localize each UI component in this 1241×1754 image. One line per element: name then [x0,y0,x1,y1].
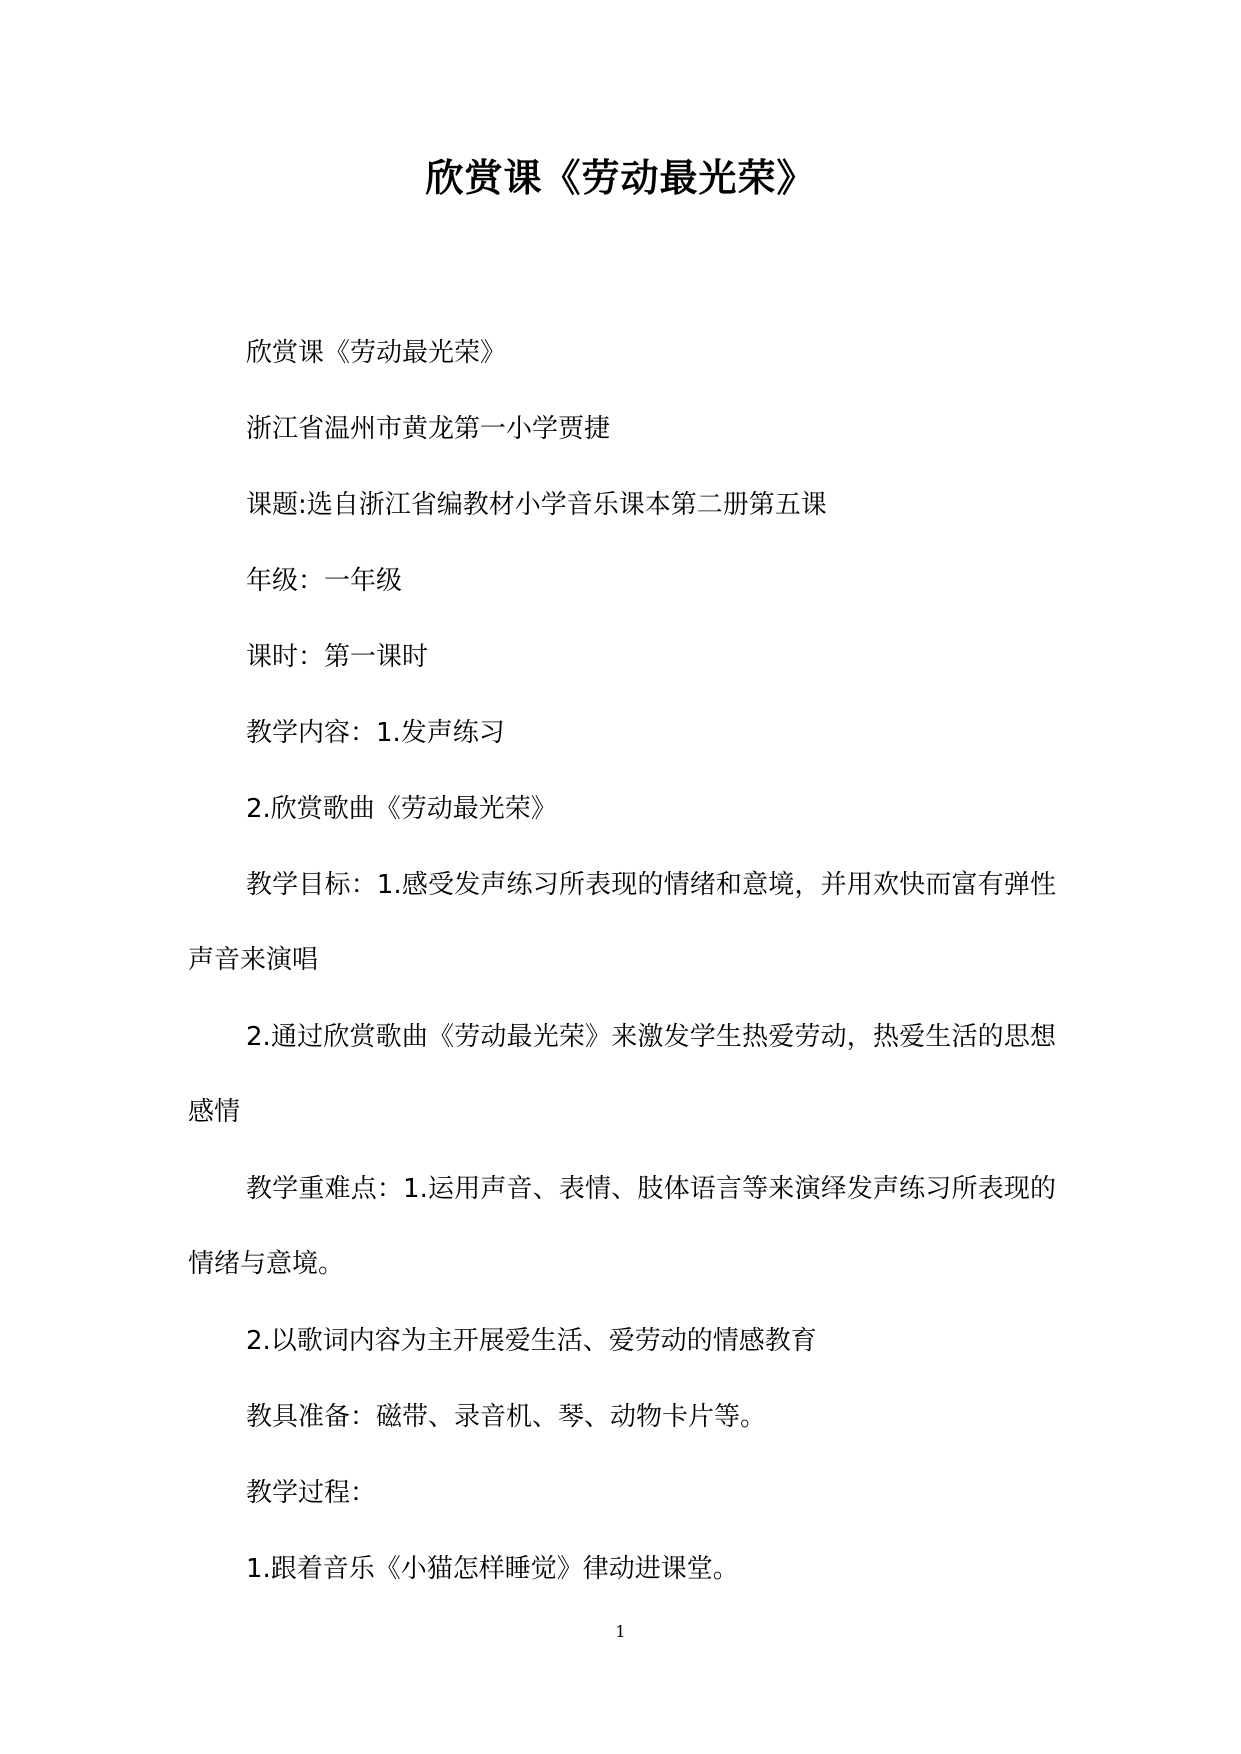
paragraph-content-2: 2.欣赏歌曲《劳动最光荣》 [246,794,557,824]
paragraph-goal-2: 2.通过欣赏歌曲《劳动最光荣》来激发学生热爱劳动，热爱生活的思想感情 [188,1022,1056,1127]
paragraph-topic: 课题:选自浙江省编教材小学音乐课本第二册第五课 [246,490,827,520]
document-title: 欣赏课《劳动最光荣》 [425,155,816,200]
document-body [188,330,1056,1622]
paragraph-materials: 教具准备：磁带、录音机、琴、动物卡片等。 [246,1402,767,1432]
paragraph-difficulty-1: 教学重难点：1.运用声音、表情、肢体语言等来演绎发声练习所表现的情绪与意境。 [188,1174,1056,1279]
paragraph-process-heading: 教学过程： [246,1478,377,1508]
paragraph-grade: 年级：一年级 [246,566,403,596]
paragraph-process-step-1: 1.跟着音乐《小猫怎样睡觉》律动进课堂。 [246,1554,739,1584]
page-number: 1 [615,1622,626,1641]
paragraph-author: 浙江省温州市黄龙第一小学贾捷 [246,414,611,444]
paragraph-heading: 欣赏课《劳动最光荣》 [246,338,507,368]
paragraph-period: 课时：第一课时 [246,642,429,672]
paragraph-difficulty-2: 2.以歌词内容为主开展爱生活、爱劳动的情感教育 [246,1326,817,1356]
paragraph-goal-1: 教学目标：1.感受发声练习所表现的情绪和意境，并用欢快而富有弹性声音来演唱 [188,870,1056,975]
paragraph-content-1: 教学内容：1.发声练习 [246,718,505,748]
